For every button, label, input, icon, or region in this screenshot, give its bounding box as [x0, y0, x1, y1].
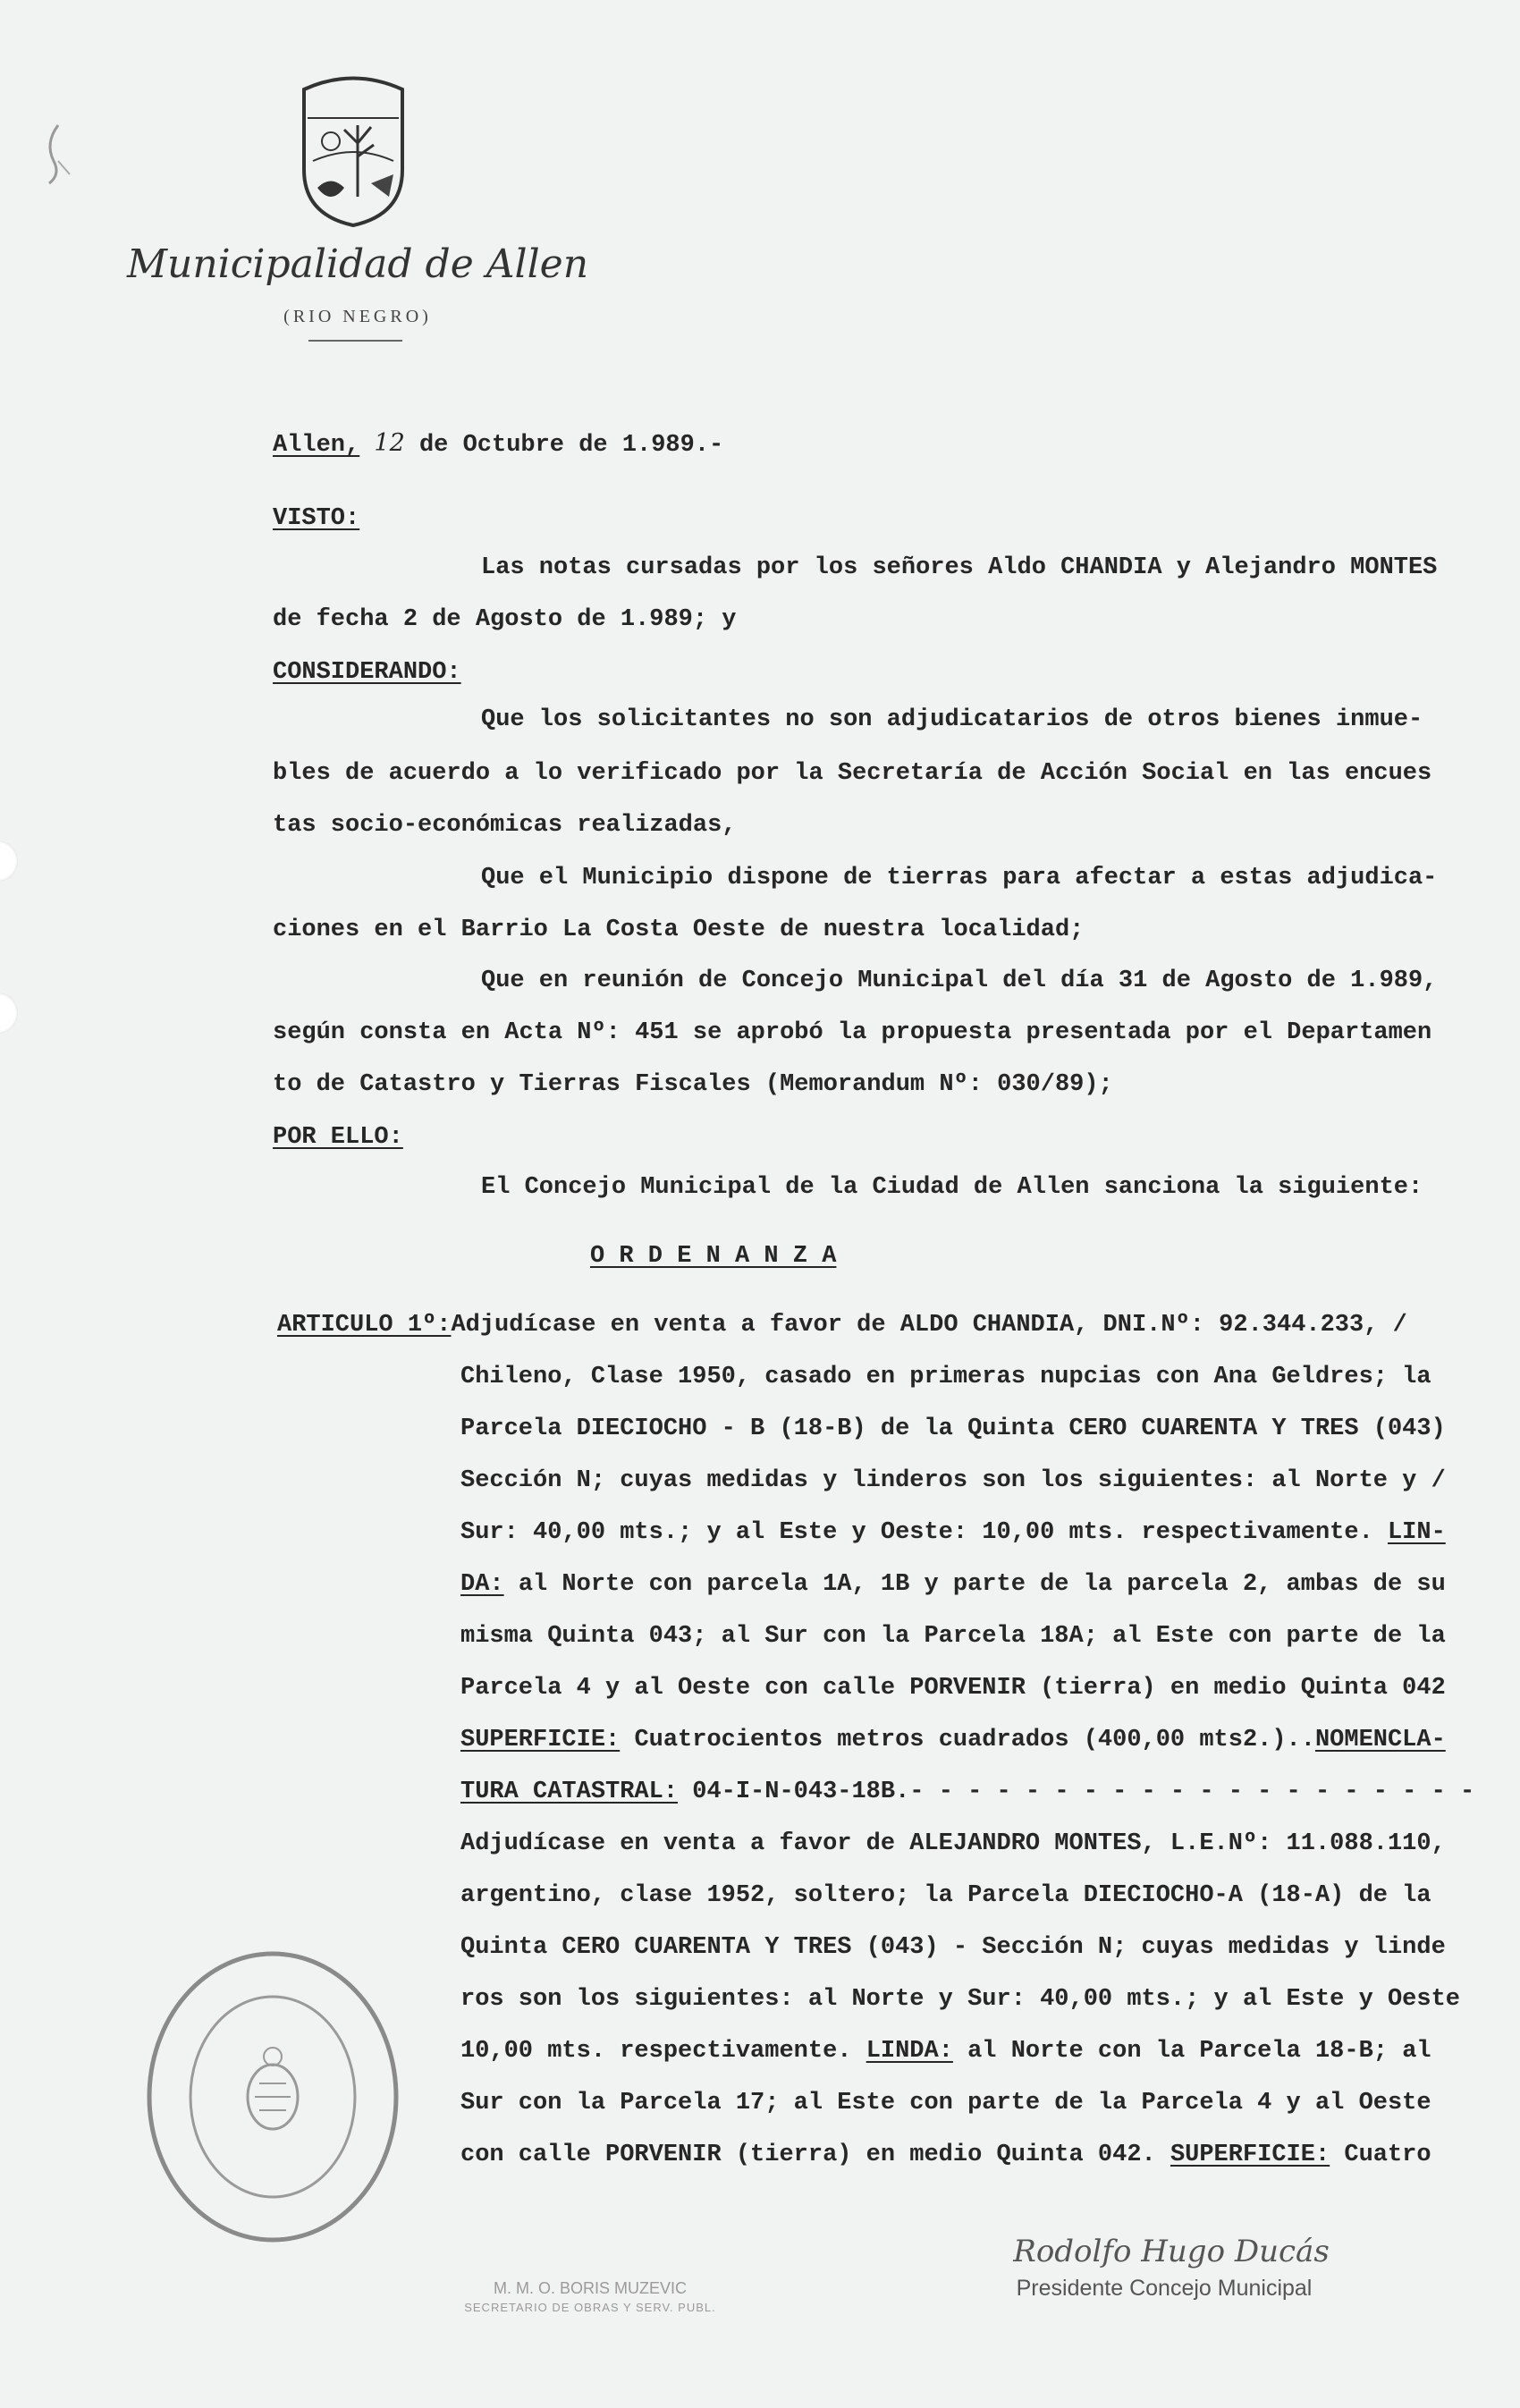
article-text: al Norte con parcela 1A, 1B y parte de la parcela 2, ambas de su	[518, 1571, 1446, 1598]
linda-label: DA:	[460, 1571, 504, 1598]
article-line: Chileno, Clase 1950, casado en primeras nupcias con Ana Geldres; la	[460, 1364, 1431, 1390]
institution-name: Municipalidad de Allen	[126, 241, 589, 287]
article-line	[277, 1312, 1407, 1339]
punch-hole	[0, 993, 18, 1034]
text-line: to de Catastro y Tierras Fiscales (Memorandum Nº: 030/89);	[273, 1071, 1113, 1098]
date-line	[273, 429, 723, 459]
article-text: Adjudícase en venta a favor de ALDO CHANDIA, DNI.Nº: 92.344.233, /	[451, 1312, 1407, 1339]
article-line: Parcela DIECIOCHO - B (18-B) de la Quinta CERO CUARENTA Y TRES (043)	[460, 1415, 1446, 1442]
nomenclatura-label: NOMENCLA-	[1314, 1727, 1446, 1753]
article-text: con calle PORVENIR (tierra) en medio Quinta 042.	[460, 2142, 1156, 2168]
superficie-label: SUPERFICIE:	[1170, 2142, 1330, 2168]
superficie-label: SUPERFICIE:	[460, 1727, 621, 1753]
section-por-ello: POR ELLO:	[273, 1124, 403, 1151]
article-line: Sección N; cuyas medidas y linderos son los siguientes: al Norte y /	[460, 1467, 1446, 1494]
article-line: Parcela 4 y al Oeste con calle PORVENIR (tierra) en medio Quinta 042	[460, 1675, 1446, 1702]
signatory-name-left: M. M. O. BORIS MUZEVIC	[493, 2279, 687, 2297]
text-line: según consta en Acta Nº: 451 se aprobó la propuesta presentada por el Departamen	[273, 1019, 1432, 1046]
text-line: tas socio-económicas realizadas,	[273, 812, 737, 839]
article-text: Sur: 40,00 mts.; y al Este y Oeste: 10,00 mts. respectivamente.	[460, 1519, 1373, 1546]
article-line: Adjudícase en venta a favor de ALEJANDRO MONTES, L.E.Nº: 11.088.110,	[460, 1830, 1446, 1857]
official-stamp-icon	[143, 1949, 402, 2244]
text-line: de fecha 2 de Agosto de 1.989; y	[273, 606, 737, 633]
punch-hole	[0, 841, 18, 882]
linda-label: LIN-	[1387, 1519, 1446, 1546]
ordenanza-heading: O R D E N A N Z A	[590, 1243, 837, 1270]
text-line: ciones en el Barrio La Costa Oeste de nuestra localidad;	[273, 917, 1085, 943]
text-line: El Concejo Municipal de la Ciudad de Allen sanciona la siguiente:	[481, 1174, 1423, 1201]
text-line: Las notas cursadas por los señores Aldo CHANDIA y Alejandro MONTES	[481, 554, 1438, 581]
header-divider	[308, 340, 402, 342]
article-line	[460, 1727, 1446, 1753]
article-text: 10,00 mts. respectivamente.	[460, 2038, 852, 2065]
article-text: Cuatrocientos metros cuadrados (400,00 mts2.)..	[634, 1727, 1315, 1753]
paper-clip-icon	[18, 107, 72, 188]
article-line: misma Quinta 043; al Sur con la Parcela 18A; al Este con parte de la	[460, 1623, 1446, 1650]
signatory-title-left: SECRETARIO DE OBRAS Y SERV. PUBL.	[464, 2301, 716, 2314]
signatory-name-right: Rodolfo Hugo Ducás	[1013, 2234, 1330, 2269]
article-line: argentino, clase 1952, soltero; la Parcela DIECIOCHO-A (18-A) de la	[460, 1882, 1431, 1909]
article-text: Cuatro	[1344, 2142, 1431, 2168]
date-rest: de Octubre de 1.989.-	[418, 432, 724, 459]
signature-left	[438, 2278, 742, 2318]
article-line: Sur con la Parcela 17; al Este con parte de la Parcela 4 y al Oeste	[460, 2090, 1431, 2117]
province-name: (RIO NEGRO)	[283, 307, 432, 326]
date-city: Allen,	[273, 432, 360, 459]
municipal-crest-icon	[295, 72, 411, 228]
text-line: Que el Municipio dispone de tierras para afectar a estas adjudica-	[481, 865, 1438, 891]
linda-label: LINDA:	[866, 2038, 953, 2065]
section-visto: VISTO:	[273, 505, 360, 532]
date-day-handwritten: 12	[374, 429, 405, 457]
article-line: ros son los siguientes: al Norte y Sur: 40,00 mts.; y al Este y Oeste	[460, 1986, 1460, 2013]
article-line	[460, 1571, 1446, 1598]
section-considerando: CONSIDERANDO:	[273, 659, 461, 686]
article-text: 04-I-N-043-18B.- - - - - - - - - - - - - - - - - - - -	[692, 1779, 1475, 1805]
article-line	[460, 2038, 1431, 2065]
article-line: Quinta CERO CUARENTA Y TRES (043) - Sección N; cuyas medidas y linde	[460, 1934, 1446, 1961]
signatory-title-right: Presidente Concejo Municipal	[1016, 2276, 1313, 2301]
article-line	[460, 1779, 1474, 1805]
nomenclatura-label: TURA CATASTRAL:	[460, 1779, 679, 1805]
text-line: Que los solicitantes no son adjudicatarios de otros bienes inmue-	[481, 706, 1423, 733]
text-line: Que en reunión de Concejo Municipal del día 31 de Agosto de 1.989,	[481, 967, 1438, 994]
article-line	[460, 1519, 1446, 1546]
article-line	[460, 2142, 1431, 2168]
article-text: al Norte con la Parcela 18-B; al	[967, 2038, 1431, 2065]
text-line: bles de acuerdo a lo verificado por la Secretaría de Acción Social en las encues	[273, 760, 1432, 787]
article-label: ARTICULO 1º:	[277, 1312, 452, 1339]
